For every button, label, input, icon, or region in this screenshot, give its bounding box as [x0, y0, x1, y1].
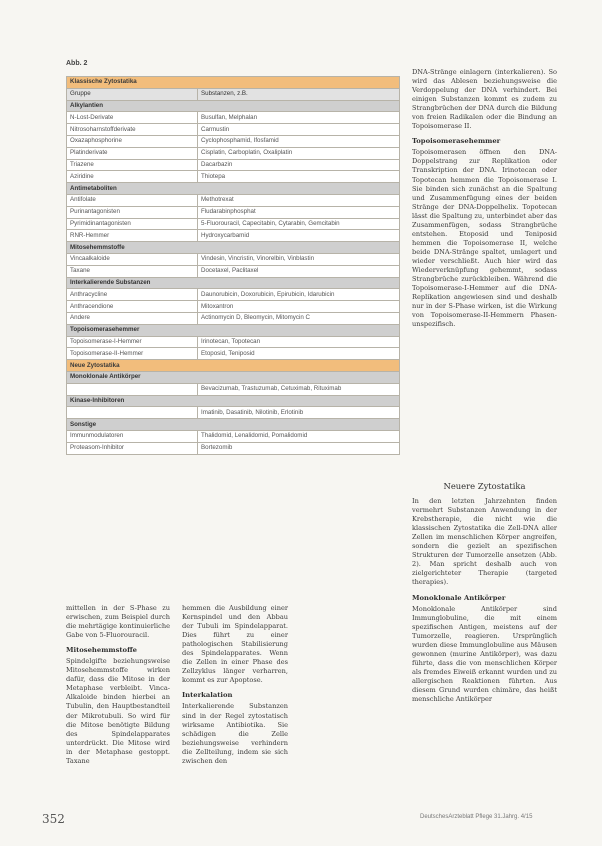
- table-cell: Hydroxycarbamid: [198, 230, 400, 242]
- table-cell: Immunmodulatoren: [67, 430, 198, 442]
- table-cell: Triazene: [67, 159, 198, 171]
- table-cell: Thiotepa: [198, 171, 400, 183]
- table-row: [67, 407, 400, 419]
- table-cell: Pyrimidinantagonisten: [67, 218, 198, 230]
- paragraph: Monoklonale Antikörper sind Immunglobuline, die mit einem spezifischen Antigen, meistens auf der Tumorzelle, reagieren. Ursprünglich wurden diese Immunglobuline aus Mäusen gewonnen (murine Antikörper), was dazu führte, dass die von menschlichen Körper als fremdes Eiweiß erkannt wurden und zu allergischen Reaktionen führten. Aus diesem Grund wurden chimäre, das heißt menschliche Antikörper: [412, 604, 557, 704]
- paragraph: Interkalierende Substanzen sind in der Regel zytostatisch wirksame Antibiotika. Sie schädigen die Zelle beziehungsweise verhindern die Zellteilung, indem sie sich zwischen den: [182, 702, 288, 765]
- table-cell: Monoklonale Antikörper: [67, 371, 400, 383]
- table-cell: Topoisomerase-I-Hemmer: [67, 336, 198, 348]
- figure-label: Abb. 2: [66, 60, 88, 67]
- paragraph: Spindelgifte beziehungsweise Mitosehemmstoffe wirken dafür, dass die Mitose in der Metaphase verbleibt. Vinca-Alkaloide binden hierbei an Tubulin, den Hauptbestandteil der Mikrotubuli. So wird für die Mitose benötigte Bildung des Spindelapparates unterdrückt. Die Mitose wird in der Metaphase gestoppt. Taxane: [66, 657, 170, 765]
- table-cell: Topoisomerasehemmer: [67, 324, 400, 336]
- paragraph: Topoisomerasen öffnen den DNA-Doppelstrang zur Replikation oder Transkription der DNA. Irinotecan oder Topotecan hemmen die Topoisomerase I. Sie binden sich zunächst an die Spaltung und Zusammenfügung eines der beiden Stränge der DNA-Doppelhelix. Topotecan lässt die Spaltung zu, unterbindet aber das Zusammenfügen, sodass Strangbrüche entstehen. Etoposid und Teniposid hemmen die Topoisomerase II, welche beide DNA-Stränge spaltet, umlagert und wieder verschließt. Auch hier wird das Wiederverknüpfung gehemmt, sodass Strangbrüche zurückbleiben. Während die Topoisomerase-I-Hemmer auf die DNA-Replikation angewiesen sind und deshalb nur in der S-Phase wirken, ist die Wirkung von Topoisomerase-II-Hemmern Phasen-unspezifisch.: [412, 148, 557, 329]
- page-number: 352: [42, 812, 65, 826]
- table-cell: Bevacizumab, Trastuzumab, Cetuximab, Rituximab: [198, 383, 400, 395]
- table-row: [67, 194, 400, 206]
- table-section-row: [67, 88, 400, 100]
- table-cell: Andere: [67, 312, 198, 324]
- table-cell: Daunorubicin, Doxorubicin, Epirubicin, Idarubicin: [198, 289, 400, 301]
- table-cell: Etoposid, Teniposid: [198, 348, 400, 360]
- table-cell: Antimetaboliten: [67, 183, 400, 195]
- table-cell: Irinotecan, Topotecan: [198, 336, 400, 348]
- table-cell: Platinderivate: [67, 147, 198, 159]
- table-cell: Taxane: [67, 265, 198, 277]
- table-cell: Proteasom-Inhibitor: [67, 442, 198, 454]
- table-cell: Anthracycline: [67, 289, 198, 301]
- table-section-row: [67, 324, 400, 336]
- table-cell: 5-Fluorouracil, Capecitabin, Cytarabin, Gemcitabin: [198, 218, 400, 230]
- right-column-bottom: [412, 474, 557, 706]
- table-cell: Kinase-Inhibitoren: [67, 395, 400, 407]
- table-cell: Methotrexat: [198, 194, 400, 206]
- table-row: [67, 159, 400, 171]
- table-cell: Substanzen, z.B.: [198, 88, 400, 100]
- table-cell: Aziridine: [67, 171, 198, 183]
- column-a: [66, 604, 170, 768]
- table-cell: Nitrosoharnstoffderivate: [67, 124, 198, 136]
- table-row: [67, 289, 400, 301]
- table-cell: Antifolate: [67, 194, 198, 206]
- table-cell: Cyclophosphamid, Ifosfamid: [198, 135, 400, 147]
- table-row: [67, 230, 400, 242]
- table-row: [67, 112, 400, 124]
- cytostatics-table: [66, 76, 400, 455]
- table-row: [67, 135, 400, 147]
- table-row: [67, 312, 400, 324]
- table-cell: Fludarabinphosphat: [198, 206, 400, 218]
- heading-monoklonale: Monoklonale Antikörper: [412, 593, 506, 602]
- paragraph: DNA-Stränge einlagern (interkalieren). So wird das Ablesen beziehungsweise die Verdoppelung der DNA verhindert. Bei einigen Substanzen kommt es zudem zu Strangbrüchen der DNA durch die Bildung von freien Radikalen oder die Bindung an Topoisomerase II.: [412, 68, 557, 131]
- paragraph: In den letzten Jahrzehnten finden vermehrt Substanzen Anwendung in der Krebstherapie, die nicht wie die klassischen Zytostatika die Zell-DNA aller Zellen im menschlichen Körper angreifen, sondern die gezielt an spezifischen Strukturen der Tumorzelle ansetzen (Abb. 2). Man spricht deshalb auch von zielgerichteter Therapie (targeted therapies).: [412, 497, 557, 587]
- table-cell: [67, 407, 198, 419]
- heading-topoisomerase: Topoisomerasehemmer: [412, 137, 501, 146]
- table-cell: Dacarbazin: [198, 159, 400, 171]
- table-cell: Mitosehemmstoffe: [67, 242, 400, 254]
- heading-neuere-zytostatika: Neuere Zytostatika: [443, 481, 526, 491]
- table-cell: Oxazaphosphorine: [67, 135, 198, 147]
- table-cell: Actinomycin D, Bleomycin, Mitomycin C: [198, 312, 400, 324]
- table-row: [67, 171, 400, 183]
- column-b: [182, 604, 288, 768]
- table-cell: Anthracendione: [67, 301, 198, 313]
- table-cell: N-Lost-Derivate: [67, 112, 198, 124]
- table-section-row: [67, 360, 400, 372]
- table-cell: Sonstige: [67, 419, 400, 431]
- table-row: [67, 383, 400, 395]
- table-cell: Klassische Zytostatika: [67, 77, 400, 89]
- table-section-row: [67, 77, 400, 89]
- table-cell: Vindesin, Vincristin, Vinorelbin, Vinblastin: [198, 253, 400, 265]
- table-cell: Alkylantien: [67, 100, 400, 112]
- right-column-top: [412, 68, 557, 331]
- table-row: [67, 206, 400, 218]
- heading-mitosehemmstoffe: Mitosehemmstoffe: [66, 646, 137, 655]
- paragraph: mittellen in der S-Phase zu erwischen, zum Beispiel durch die mehrtägige kontinuierliche Gabe von 5-Fluorouracil.: [66, 604, 170, 640]
- table-cell: Bortezomib: [198, 442, 400, 454]
- table-row: [67, 442, 400, 454]
- table-cell: Docetaxel, Paclitaxel: [198, 265, 400, 277]
- table-row: [67, 218, 400, 230]
- table-row: [67, 348, 400, 360]
- table-row: [67, 430, 400, 442]
- table-cell: Mitoxantron: [198, 301, 400, 313]
- table-section-row: [67, 419, 400, 431]
- table-cell: Purinantagonisten: [67, 206, 198, 218]
- table-section-row: [67, 277, 400, 289]
- table-row: [67, 301, 400, 313]
- table-cell: Carmustin: [198, 124, 400, 136]
- table-cell: Interkalierende Substanzen: [67, 277, 400, 289]
- table-section-row: [67, 395, 400, 407]
- table-cell: RNR-Hemmer: [67, 230, 198, 242]
- table-cell: Imatinib, Dasatinib, Nilotinib, Erlotinib: [198, 407, 400, 419]
- table-cell: Vincaalkaloide: [67, 253, 198, 265]
- table-cell: Topoisomerase-II-Hemmer: [67, 348, 198, 360]
- table-cell: Gruppe: [67, 88, 198, 100]
- table-section-row: [67, 242, 400, 254]
- table-section-row: [67, 100, 400, 112]
- paragraph: hemmen die Ausbildung einer Kernspindel und den Abbau der Tubuli im Spindelapparat. Dies führt zu einer pathologischen Stabilisierung des Spindelapparates. Wenn die Zellen in einer Phase des Zellzyklus länger verharren, kommt es zur Apoptose.: [182, 604, 288, 685]
- table-row: [67, 336, 400, 348]
- table-section-row: [67, 183, 400, 195]
- table-section-row: [67, 371, 400, 383]
- table-cell: [67, 383, 198, 395]
- table-cell: Neue Zytostatika: [67, 360, 400, 372]
- table-cell: Busulfan, Melphalan: [198, 112, 400, 124]
- table-row: [67, 124, 400, 136]
- table-row: [67, 147, 400, 159]
- table-row: [67, 253, 400, 265]
- footer: DeutschesArzteblatt Pflege 31.Jahrg. 4/15: [420, 814, 533, 820]
- heading-interkalation: Interkalation: [182, 691, 233, 700]
- table-row: [67, 265, 400, 277]
- table-cell: Thalidomid, Lenalidomid, Pomalidomid: [198, 430, 400, 442]
- table-cell: Cisplatin, Carboplatin, Oxaliplatin: [198, 147, 400, 159]
